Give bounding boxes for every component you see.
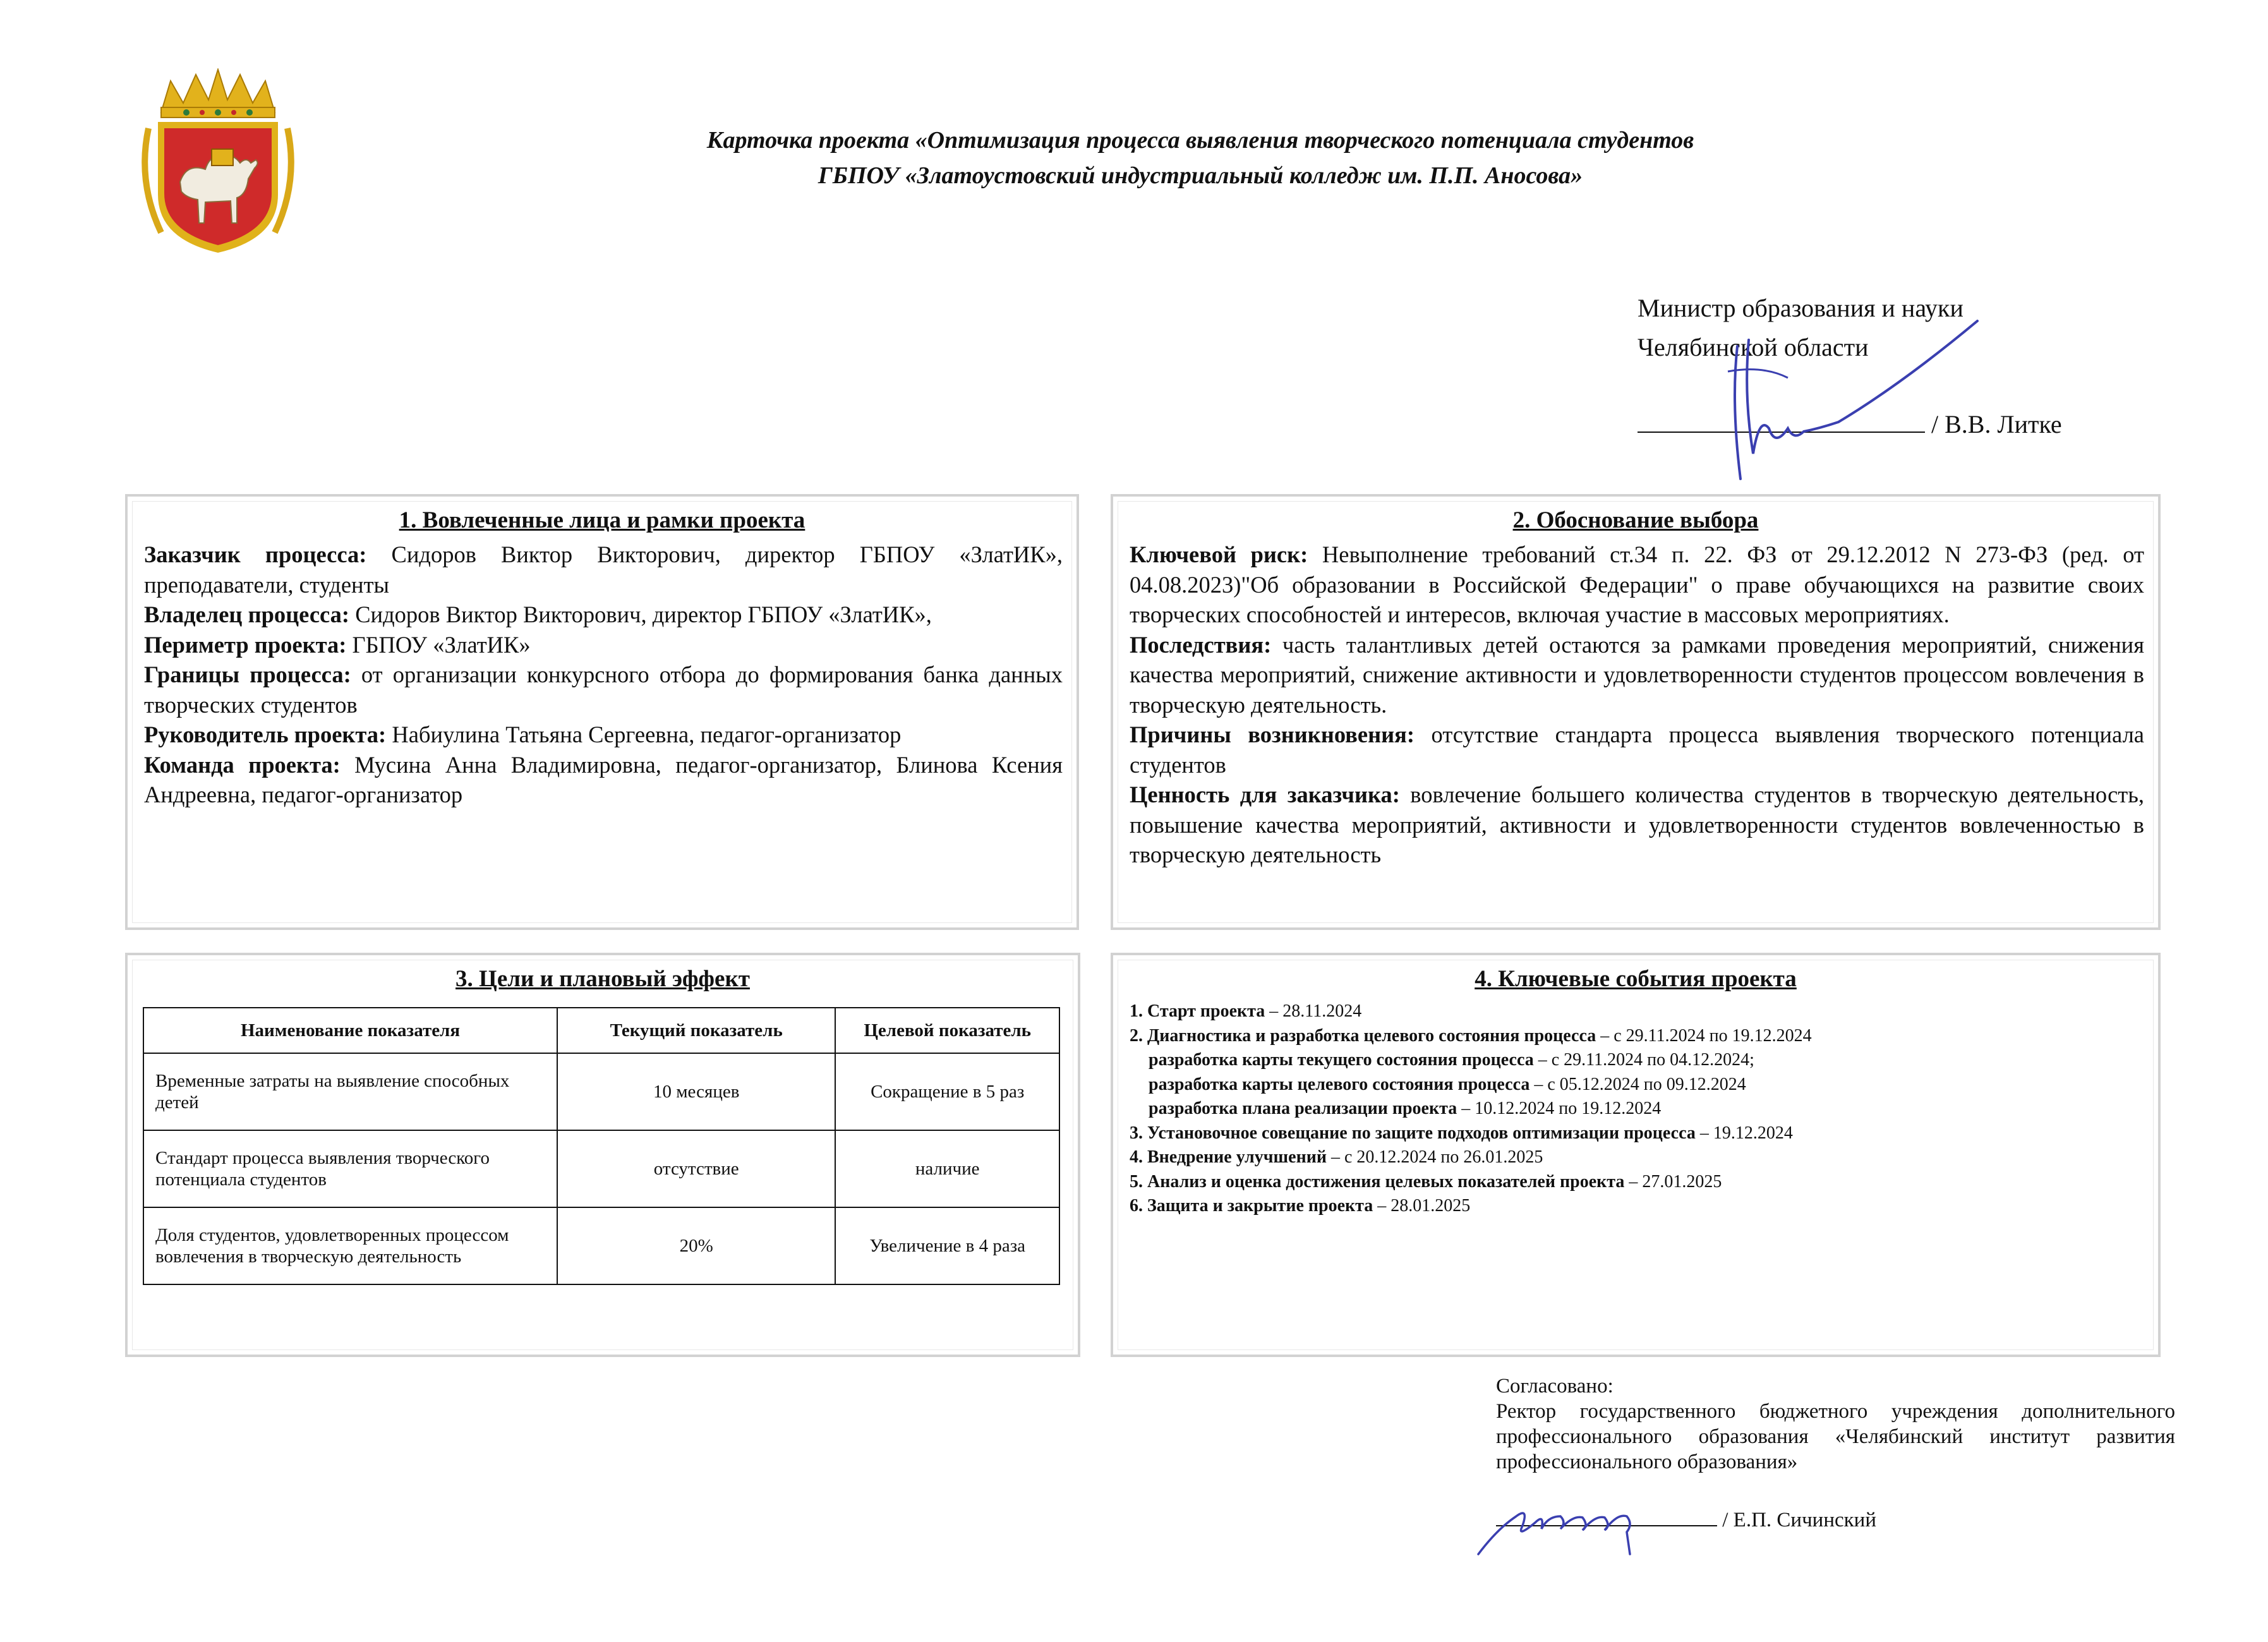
rationale-item — [1130, 780, 2144, 870]
stakeholder-item — [144, 750, 1063, 810]
rationale-item — [1130, 720, 2144, 780]
item-label: Последствия: — [1130, 631, 1272, 658]
item-label: Заказчик процесса: — [144, 541, 367, 567]
event-label: 2. Диагностика и разработка целевого состояния процесса — [1130, 1025, 1596, 1046]
list-item — [1130, 1097, 2143, 1121]
card-stakeholders-body — [128, 536, 1077, 810]
list-item — [1130, 1170, 2143, 1195]
event-label: 3. Установочное совещание по защите подходов оптимизации процесса — [1130, 1123, 1696, 1143]
event-date: – с 20.12.2024 по 26.01.2025 — [1327, 1147, 1543, 1167]
table-cell: Доля студентов, удовлетворенных процессом вовлечения в творческую деятельность — [143, 1207, 557, 1284]
card-goals — [125, 953, 1080, 1357]
event-date: – 19.12.2024 — [1695, 1123, 1793, 1143]
item-text: Набиулина Татьяна Сергеевна, педагог-организатор — [392, 721, 902, 747]
item-text: Сидоров Виктор Викторович, директор ГБПОУ «ЗлатИК», — [355, 601, 932, 627]
list-item — [1130, 1024, 2143, 1049]
rationale-item — [1130, 540, 2144, 630]
list-item — [1130, 1194, 2143, 1219]
agreement-heading: Согласовано: — [1496, 1375, 1614, 1398]
list-item — [1130, 1121, 2143, 1146]
table-cell: Временные затраты на выявление способных детей — [143, 1053, 557, 1130]
coat-of-arms-icon — [136, 68, 300, 258]
table-cell: наличие — [835, 1130, 1059, 1207]
item-label: Периметр проекта: — [144, 631, 347, 658]
card-rationale-body — [1113, 536, 2158, 870]
stakeholder-item — [144, 720, 1063, 750]
card-rationale-title: 2. Обоснование выбора — [1512, 507, 1759, 533]
table-header: Наименование показателя — [143, 1008, 557, 1053]
table-header: Целевой показатель — [835, 1008, 1059, 1053]
table-cell: 10 месяцев — [557, 1053, 835, 1130]
stakeholder-item — [144, 630, 1063, 660]
item-label: Руководитель проекта: — [144, 721, 387, 747]
table-cell: отсутствие — [557, 1130, 835, 1207]
event-label: разработка карты целевого состояния процесса — [1149, 1074, 1530, 1094]
item-label: Причины возникновения: — [1130, 721, 1415, 747]
approval-line-2: Челябинской области — [1638, 333, 1869, 361]
event-label: 6. Защита и закрытие проекта — [1130, 1196, 1373, 1216]
event-date: – 27.01.2025 — [1624, 1171, 1722, 1192]
card-stakeholders-title: 1. Вовлеченные лица и рамки проекта — [399, 507, 805, 533]
item-label: Ценность для заказчика: — [1130, 782, 1400, 807]
item-text: Невыполнение требований ст.34 п. 22. ФЗ от 29.12.2012 N 273-ФЗ (ред. от 04.08.2023)"Об образовании в Российской Федерации" о праве обучающихся на развитие своих творческих способностей и интересов, включая участие в массовых мероприятиях. — [1130, 541, 2144, 627]
rationale-item — [1130, 630, 2144, 720]
card-key-events — [1111, 953, 2161, 1357]
goals-table — [143, 1007, 1060, 1285]
event-date: – 10.12.2024 по 19.12.2024 — [1457, 1099, 1662, 1118]
item-label: Владелец процесса: — [144, 601, 350, 627]
event-date: – 28.11.2024 — [1265, 1001, 1362, 1021]
table-cell: Стандарт процесса выявления творческого потенциала студентов — [143, 1130, 557, 1207]
item-text: ГБПОУ «ЗлатИК» — [352, 631, 531, 658]
agreement-signature-name: / Е.П. Сичинский — [1722, 1509, 1876, 1531]
event-label: разработка карты текущего состояния процесса — [1149, 1050, 1534, 1070]
approval-line-1: Министр образования и науки — [1638, 294, 1963, 322]
card-goals-title: 3. Цели и плановый эффект — [455, 966, 750, 992]
event-label: разработка плана реализации проекта — [1149, 1099, 1457, 1118]
item-text: отсутствие стандарта процесса выявления творческого потенциала студентов — [1130, 721, 2144, 778]
item-text: от организации конкурсного отбора до формирования банка данных творческих студентов — [144, 661, 1063, 718]
list-item — [1130, 1145, 2143, 1170]
table-row — [143, 1053, 1059, 1130]
stakeholder-item — [144, 660, 1063, 720]
event-date: – с 05.12.2024 по 09.12.2024 — [1529, 1074, 1746, 1094]
table-header: Текущий показатель — [557, 1008, 835, 1053]
document-title-line-2: ГБПОУ «Златоустовский индустриальный колледж им. П.П. Аносова» — [817, 162, 1583, 189]
table-cell: Сокращение в 5 раз — [835, 1053, 1059, 1130]
item-text: Мусина Анна Владимировна, педагог-организатор, Блинова Ксения Андреевна, педагог-организатор — [144, 751, 1063, 807]
event-date: – с 29.11.2024 по 04.12.2024; — [1533, 1050, 1754, 1070]
event-date: – с 29.11.2024 по 19.12.2024 — [1596, 1025, 1812, 1046]
event-date: – 28.01.2025 — [1373, 1196, 1471, 1216]
stakeholder-item — [144, 540, 1063, 600]
list-item — [1130, 1048, 2143, 1073]
approval-signature-name: / В.В. Литке — [1931, 410, 2062, 438]
handwritten-signature-icon — [1472, 1478, 1725, 1561]
table-cell: Увеличение в 4 раза — [835, 1207, 1059, 1284]
item-label: Ключевой риск: — [1130, 541, 1308, 567]
document-title-line-1: Карточка проекта «Оптимизация процесса выявления творческого потенциала студентов — [706, 127, 1694, 154]
item-text: Сидоров Виктор Викторович, директор ГБПОУ «ЗлатИК», преподаватели, студенты — [144, 541, 1063, 598]
card-stakeholders — [125, 494, 1079, 930]
item-text: вовлечение большего количества студентов в творческую деятельность, повышение качества мероприятий, активности и удовлетворенности студентов вовлеченностью в творческую деятельность — [1130, 782, 2144, 867]
card-rationale — [1111, 494, 2161, 930]
list-item — [1130, 1073, 2143, 1097]
agreement-text: Ректор государственного бюджетного учреждения дополнительного профессионального образования «Челябинский институт развития профессионального образования» — [1496, 1400, 2175, 1473]
item-label: Команда проекта: — [144, 751, 341, 778]
item-text: часть талантливых детей остаются за рамками проведения мероприятий, снижения качества мероприятий, снижение активности и удовлетворенности студентов процессом вовлечения в творческую деятельность. — [1130, 631, 2144, 718]
event-label: 4. Внедрение улучшений — [1130, 1147, 1327, 1167]
table-header-row — [143, 1008, 1059, 1053]
handwritten-signature-icon — [1693, 302, 2022, 485]
event-label: 1. Старт проекта — [1130, 1001, 1265, 1021]
item-label: Границы процесса: — [144, 661, 351, 687]
table-cell: 20% — [557, 1207, 835, 1284]
table-row — [143, 1130, 1059, 1207]
events-list — [1113, 994, 2158, 1219]
stakeholder-item — [144, 600, 1063, 630]
card-key-events-title: 4. Ключевые события проекта — [1475, 966, 1797, 992]
event-label: 5. Анализ и оценка достижения целевых показателей проекта — [1130, 1171, 1625, 1192]
list-item — [1130, 999, 2143, 1024]
table-row — [143, 1207, 1059, 1284]
